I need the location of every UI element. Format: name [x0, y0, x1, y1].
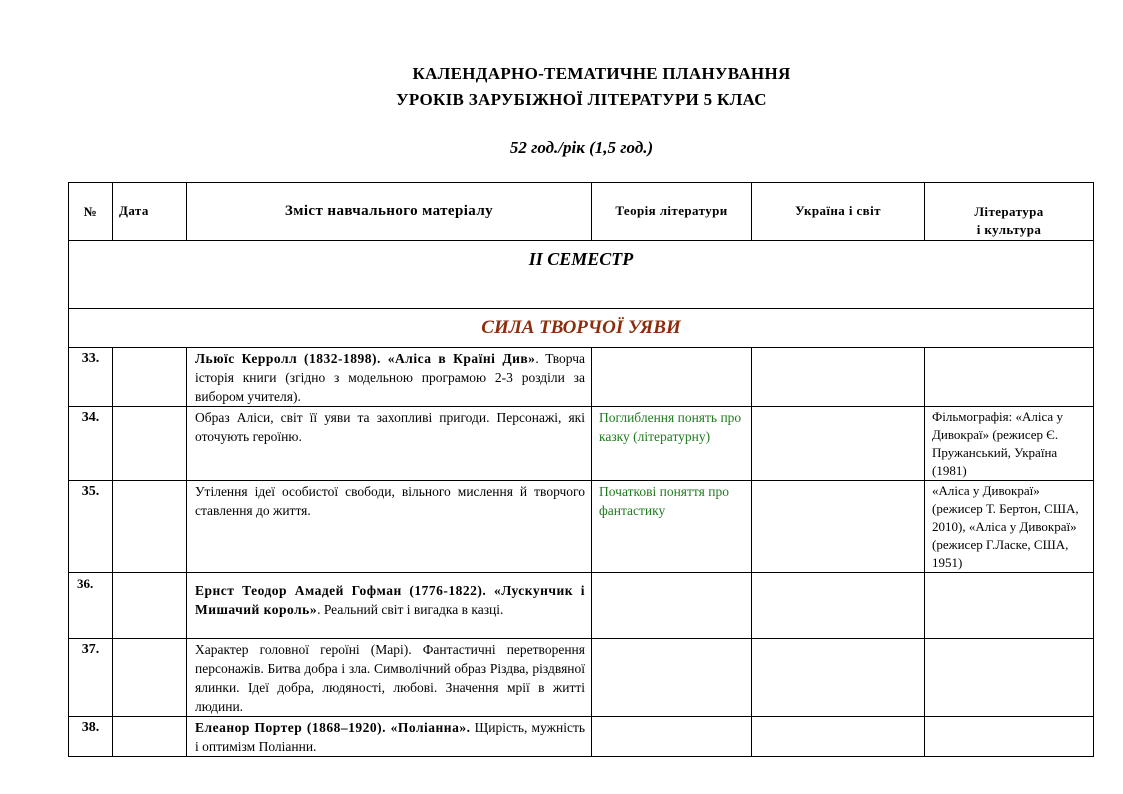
- culture-header-line2: і культура: [976, 222, 1042, 237]
- column-header-theory: Теорія літератури: [592, 183, 752, 241]
- row-culture: Фільмографія: «Аліса у Дивокраї» (режисер Є. Пружанський, Україна (1981): [925, 407, 1094, 481]
- section-title: СИЛА ТВОРЧОЇ УЯВИ: [69, 309, 1094, 348]
- page-title-line1: КАЛЕНДАРНО-ТЕМАТИЧНЕ ПЛАНУВАННЯ: [412, 64, 791, 83]
- row-content-text: Утілення ідеї особистої свободи, вільного мислення й творчого ставлення до життя.: [195, 484, 585, 518]
- row-theory: [592, 573, 752, 639]
- row-ukraine: [752, 348, 925, 407]
- column-header-content: Зміст навчального матеріалу: [187, 183, 592, 241]
- column-header-literature-culture: [925, 183, 1094, 241]
- row-content: [187, 348, 592, 407]
- column-header-number: №: [69, 183, 113, 241]
- semester-title: II СЕМЕСТР: [69, 241, 1094, 309]
- row-date: [113, 348, 187, 407]
- row-content-text: . Творча історія книги (згідно з модельною програмою 2-3 розділи за вибором учителя).: [195, 351, 585, 404]
- row-content-text: . Реальний світ і вигадка в казці.: [317, 602, 504, 617]
- row-culture: [925, 573, 1094, 639]
- section-row: [69, 309, 1094, 348]
- row-theory: Початкові поняття про фантастику: [592, 481, 752, 573]
- row-ukraine: [752, 573, 925, 639]
- table-row: [69, 348, 1094, 407]
- planning-table: [68, 182, 1094, 757]
- row-theory: [592, 348, 752, 407]
- row-content: [187, 573, 592, 639]
- row-content-bold: Елеанор Портер (1868–1920). «Поліанна».: [195, 720, 471, 735]
- row-date: [113, 639, 187, 717]
- row-culture: «Аліса у Дивокраї» (режисер Т. Бертон, США, 2010), «Аліса у Дивокраї» (режисер Г.Ласке, США, 1951): [925, 481, 1094, 573]
- row-date: [113, 407, 187, 481]
- row-content-text: Щирість, мужність і оптимізм Поліанни.: [195, 720, 586, 754]
- row-content-text: Образ Аліси, світ її уяви та захопливі пригоди. Персонажі, які оточують героїню.: [195, 410, 585, 444]
- semester-row: [69, 241, 1094, 309]
- row-ukraine: [752, 481, 925, 573]
- culture-header-line1: Література: [974, 204, 1044, 219]
- column-header-date: Дата: [113, 183, 187, 241]
- row-date: [113, 717, 187, 757]
- hours-per-year: 52 год./рік (1,5 год.): [509, 138, 654, 157]
- row-ukraine: [752, 717, 925, 757]
- row-date: [113, 481, 187, 573]
- table-row: [69, 573, 1094, 639]
- row-content-bold: Ернст Теодор Амадей Гофман (1776-1822). «Лускунчик і Мишачий король»: [195, 583, 585, 617]
- row-content-text: Характер головної героїні (Марі). Фантастичні перетворення персонажів. Битва добра і зла. Символічний образ Різдва, різдвяної ялинки. Ідеї добра, людяності, любові. Значення мрії в житті людини.: [195, 642, 585, 714]
- table-row: [69, 639, 1094, 717]
- row-culture: [925, 717, 1094, 757]
- row-number: 33.: [69, 348, 113, 407]
- row-content-bold: Льюїс Керролл (1832-1898). «Аліса в Країні Див»: [195, 351, 536, 366]
- table-row: [69, 481, 1094, 573]
- page-title-line2: УРОКІВ ЗАРУБІЖНОЇ ЛІТЕРАТУРИ 5 КЛАС: [396, 90, 767, 109]
- row-culture: [925, 348, 1094, 407]
- table-header-row: [69, 183, 1094, 241]
- row-number: 37.: [69, 639, 113, 717]
- row-theory: Поглиблення понять про казку (літературну): [592, 407, 752, 481]
- row-number: 36.: [69, 573, 113, 639]
- table-row: [69, 407, 1094, 481]
- row-number: 38.: [69, 717, 113, 757]
- row-content: [187, 481, 592, 573]
- row-date: [113, 573, 187, 639]
- row-number: 35.: [69, 481, 113, 573]
- row-ukraine: [752, 407, 925, 481]
- table-row: [69, 717, 1094, 757]
- row-culture: [925, 639, 1094, 717]
- column-header-ukraine-world: Україна і світ: [752, 183, 925, 241]
- row-theory: [592, 717, 752, 757]
- row-ukraine: [752, 639, 925, 717]
- row-content: [187, 407, 592, 481]
- row-theory: [592, 639, 752, 717]
- row-content: [187, 717, 592, 757]
- row-content: [187, 639, 592, 717]
- row-number: 34.: [69, 407, 113, 481]
